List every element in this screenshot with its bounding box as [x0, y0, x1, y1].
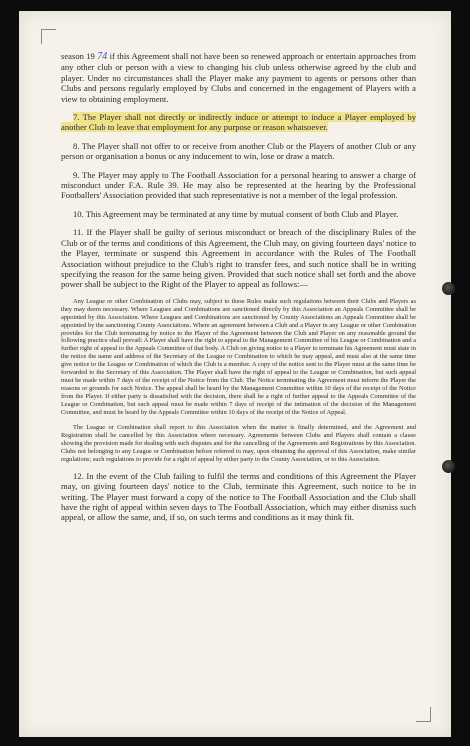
clause-continuation — [61, 51, 416, 104]
clause-8: 8. The Player shall not offer to or receive from another Club or the Players of another Club or any person or organisation a bonus or any inducement to win, lose or draw a match. — [61, 140, 416, 162]
punch-hole-lower — [442, 460, 455, 473]
agreement-text — [61, 51, 416, 531]
clause-9: 9. The Player may apply to The Football Association for a personal hearing to answer a charge of misconduct under F.A. Rule 39. He may also be represented at the hearing by the Professional Footballers' Association provided that such representative is not a member of the legal profession. — [61, 169, 416, 201]
fine-print-league-report: The League or Combination shall report to this Association when the matter is finally determined, and the Agreement and Registration shall be cancelled by this Association where necessary. Agreements between Clubs and Players shall contain a clause showing the provision made for dealing with such disputes and for the cancelling of the Agreements and Registrations by this Association. Clubs not belonging to any League or Combination before referred to may, upon obtaining the approval of this Association, make similar regulations; such regulations to provide for a right of appeal by either party to the County Association, or to this Association. — [61, 424, 416, 463]
clause-continuation-text: if this Agreement shall not have been so renewed approach or entertain approaches from any other club or person with a view to changing his club unless otherwise agreed by the club and player. Under no circumstances shall the Player make any payment to agents or persons other than Clubs and persons regularly employed by Clubs and concerned in the engagement of Players with a view to obtaining employment. — [61, 51, 416, 104]
clause-7 — [61, 112, 416, 133]
document-page — [19, 11, 451, 737]
crop-mark-bottom — [416, 707, 431, 722]
season-prefix: season 19 — [61, 51, 95, 61]
fine-print-appeals: Any League or other Combination of Clubs may, subject to these Rules make such regulations between their Clubs and Players as they may deem necessary. Where Leagues and Combinations are sanctioned directly by this Association an Appeals Committee shall be appointed by this Association. Where Leagues and Combinations are sanctioned by County Associations an Appeals Committee shall be appointed by the sanctioning County Associations. Where an agreement between a Club and a Player in any League or other Combination provides for the Club terminating by notice to the Player of the Agreement between the Club and Player on any reasonable ground the following practice shall prevail: A Player shall have the right to appeal to the Management Committee of his League or Combination and a further right of appeal to the Appeals Committee of that body. A Club on giving notice to a Player to terminate his Agreement must state in the notice the name and address of the Secretary of the League or Combination to which he may appeal, and must also at the same time give notice to the League or Combination of which the Club is a member. A copy of the notice sent to the Player must at the same time be forwarded to the Secretary of this Association. The Player shall have the right of appeal to the League or Combination, but such appeal must be made within 7 days of the receipt of the Notice from the Club. The Notice terminating the Agreement must inform the Player the reasons or grounds for such Notice. The appeal shall be heard by the Management Committee within 10 days of the receipt of the Notice from the Player. If either party is dissatisfied with the decision, there shall be a right of further appeal to the Appeals Committee of the League or Combination, but such appeal must be made within 7 days of receipt of the intimation of the decision of the Management Committee, and must be heard by the Appeals Committee within 10 days of the receipt of the Notice of Appeal. — [61, 297, 416, 417]
punch-hole-upper — [442, 282, 455, 295]
handwritten-year: 74 — [97, 51, 108, 62]
clause-12: 12. In the event of the Club failing to fulfil the terms and conditions of this Agreement the Player may, on giving fourteen days' notice to the Club, terminate this Agreement, such notice to be in writing. The Player must forward a copy of the notice to The Football Association and the Club shall have the right of appeal within seven days to The Football Association, which may either dismiss such appeal, or allow the same, and, if so, on such terms and conditions as it may think fit. — [61, 470, 416, 523]
highlighted-clause-7: 7. The Player shall not directly or indirectly induce or attempt to induce a Player employed by another Club to leave that employment for any purpose or reason whatsoever. — [61, 112, 416, 133]
clause-11: 11. If the Player shall be guilty of serious misconduct or breach of the disciplinary Rules of the Club or of the terms and conditions of this Agreement, the Club may, on giving fourteen days' notice to the Player, terminate or suspend this Agreement in accordance with the Rules of The Football Association without prejudice to the Club's right to transfer fees, and such notice shall be in writing specifying the reason for the same being given. Provided that such notice shall set forth and the above power shall be subject to the Right of the Player to appeal as follows:— — [61, 227, 416, 290]
crop-mark-top — [41, 29, 56, 44]
clause-10: 10. This Agreement may be terminated at any time by mutual consent of both Club and Player. — [73, 208, 399, 219]
